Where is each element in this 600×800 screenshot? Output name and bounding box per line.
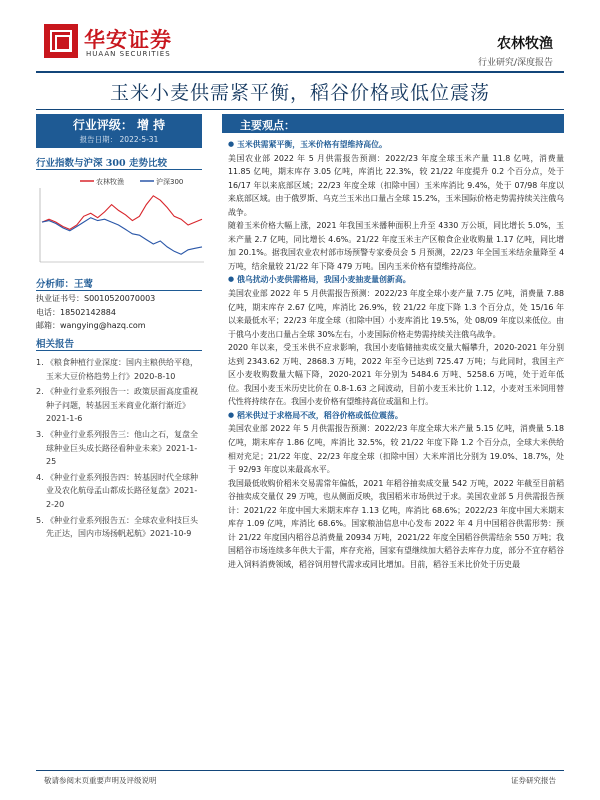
analyst-heading: 分析师：王莺 — [36, 279, 94, 290]
related-report-item[interactable]: 3. 《种业行业系列报告三：他山之石，复盘全球种业巨头成长路径看种业未来》2021-1-25 — [36, 429, 198, 467]
bullet-dot-icon: ● — [228, 275, 235, 284]
header-divider — [36, 71, 564, 73]
related-report-item[interactable]: 4. 《种业行业系列报告四：转基因时代全球种业及农化航母孟山都成长路径复盘》2021-2-20 — [36, 472, 198, 509]
body-paragraph: 随着玉米价格大幅上涨，2021 年我国玉米播种面积上升至 4330 万公顷，同比增长 5.0%，玉米产量 2.7 亿吨，同比增长 4.6%。21/22 年度玉米主产区粮食企业收购量 1.17 亿吨，同比增加 20.1%。据我国农业农村部市场预警专家委员会 5 月预测，22/23 年全国玉米结余量降至 4 万吨，结余量较 21/22 年下降 479 万吨。国内玉米价格有望维持高位。 — [228, 221, 564, 271]
related-report-item[interactable]: 1. 《粮食种植行业深度：国内主粮供给平稳，玉米大豆价格趋势上行》2020-8-10 — [36, 358, 198, 381]
company-logo-english: HUAAN SECURITIES — [86, 50, 171, 58]
footer-divider — [36, 770, 564, 771]
related-heading: 相关报告 — [36, 339, 75, 350]
section-bullet — [228, 138, 564, 152]
analyst-email[interactable]: 邮箱：wangying@hazq.com — [36, 321, 146, 330]
section-bullet — [228, 409, 564, 423]
chart-heading: 行业指数与沪深 300 走势比较 — [36, 158, 167, 169]
series-line-index — [42, 218, 202, 255]
report-title: 玉米小麦供需紧平衡，稻谷价格或低位震荡 — [109, 82, 490, 104]
bullet-text: 稻米供过于求格局不改，稻谷价格或低位震荡。 — [237, 410, 403, 420]
related-report-item[interactable]: 2. 《种业行业系列报告一：政策层面高度重视种子问题，转基因玉米商业化渐行渐近》2021-1-6 — [36, 387, 198, 424]
body-paragraph: 美国农业部 2022 年 5 月供需报告预测：2022/23 年度全球小麦产量 7.75 亿吨，消费量 7.88 亿吨，期末库存 2.67 亿吨，库消比 26.9%，较 21/22 年度下降 1.3 个百分点，处 15/16 年以来最低水平；22/23 年度全球（扣除中国）小麦库消比 19.5%，处 08/09 年度以来低位。由于俄乌小麦出口量占全球 30%左右，小麦国际价格走势需持续关注俄乌战争。 — [228, 289, 564, 339]
rating-box — [36, 114, 202, 148]
related-reports-list — [36, 356, 204, 541]
company-logo-mark — [44, 24, 78, 58]
trend-chart — [36, 174, 206, 264]
industry-rating: 行业评级： 增 持 — [72, 118, 166, 132]
related-heading-rule — [36, 350, 202, 351]
chart-legend — [80, 177, 183, 186]
chart-heading-rule — [36, 169, 202, 170]
title-divider — [36, 109, 564, 110]
company-logo-name: 华安证券 — [84, 27, 172, 52]
bullet-text: 俄乌扰动小麦供需格局，我国小麦抽麦量创新高。 — [237, 275, 411, 285]
report-type: 行业研究/深度报告 — [477, 58, 553, 68]
chart-series — [42, 196, 202, 254]
sector-label: 农林牧渔 — [497, 36, 553, 52]
body-paragraph: 我国最低收购价稻米交易需常年偏低，2021 年稻谷抽卖成交量 542 万吨，2022 年截至目前稻谷抽卖成交量仅 29 万吨，也从侧面反映，我国稻米市场供过于求。美国农业部 5 月供需报告预计：2021/22 年度中国大米期末库存 1.13 亿吨，库消比 68.6%；2022/23 年度中国大米期末库存 1.09 亿吨，库消比 68.6%。国家粮油信息中心发布 2022 年 4 月中国稻谷供需形势：预计 21/22 年度国内稻谷总消费量 20934 万吨，2021/22 年度全国稻谷供需结余 550 万吨；我国稻谷市场连续多年供大于需，库存充裕，国家有望继续加大稻谷去库存力度，部分不宜存稻谷进入饲料消费领域，稻谷饲用替代需求或同比增加。目前，稻谷玉米比价处于历史最 — [228, 478, 564, 569]
bullet-text: 玉米供需紧平衡，玉米价格有望维持高位。 — [237, 140, 387, 149]
body-paragraph: 美国农业部 2022 年 5 月供需报告预测：2022/23 年度全球大米产量 5.15 亿吨，消费量 5.18 亿吨，期末库存 1.86 亿吨，库消比 32.5%，较 21/22 年度下降 1.2 个百分点，全球大米供给相对充足；21/22 年度、22/23 年度全球（扣除中国）大米库消比分别为 19.0%、18.7%，处于 92/93 年度以来最高水平。 — [228, 424, 564, 475]
bullet-dot-icon: ● — [228, 410, 235, 419]
main-points-body — [228, 138, 564, 572]
analyst-license: 执业证书号：S0010520070003 — [36, 294, 156, 303]
body-paragraph: 美国农业部 2022 年 5 月供需报告预测：2022/23 年度全球玉米产量 11.8 亿吨，消费量 11.85 亿吨，期末库存 3.05 亿吨，库消比 22.3%，较 21/22 年度提升 0.2 个百分点，处于 16/17 年以来底部区域；22/23 年度全球（扣除中国）玉米库消比 9.4%，处于 07/98 年度以来底部区域。由于俄罗斯、乌克兰玉米出口量占全球 15.2%，玉米国际价格走势需持续关注俄乌战争。 — [228, 153, 564, 217]
main-points-heading: 主要观点： — [222, 114, 564, 133]
analyst-phone: 电话：18502142884 — [36, 307, 116, 317]
series-line-sector — [42, 196, 202, 230]
analyst-heading-rule — [36, 290, 202, 291]
analyst-contact — [36, 292, 204, 333]
legend-label-index: 沪深300 — [156, 178, 184, 186]
legend-label-sector: 农林牧渔 — [96, 178, 124, 186]
footer-disclaimer[interactable]: 敬请参阅末页重要声明及评级说明 — [44, 776, 157, 785]
footer-label: 证券研究报告 — [511, 776, 556, 785]
report-date: 报告日期： 2022-5-31 — [79, 135, 159, 144]
section-bullet — [228, 273, 564, 287]
body-paragraph: 2020 年以来，受玉米供不应求影响，我国小麦临储抽卖成交量大幅攀升，2020-2021 年分别达到 2343.62 万吨、2868.3 万吨，2022 年至今已达到 725.47 万吨；与此同时，我国主产区小麦收购数量大幅下降，2020-2021 年分别为 5484.6 万吨、5258.6 万吨，处于近年低位。我国小麦玉米历史比价在 0.8-1.63 之间波动，目前小麦玉米比价 1.12，小麦对玉米饲用替代性将持续存在。我国小麦价格有望维持高位或温和上行。 — [228, 343, 564, 407]
bullet-dot-icon: ● — [228, 140, 235, 148]
related-report-item[interactable]: 5. 《种业行业系列报告五：全球农业科技巨头先正达，国内市场扬帆起航》2021-10-9 — [36, 515, 198, 539]
